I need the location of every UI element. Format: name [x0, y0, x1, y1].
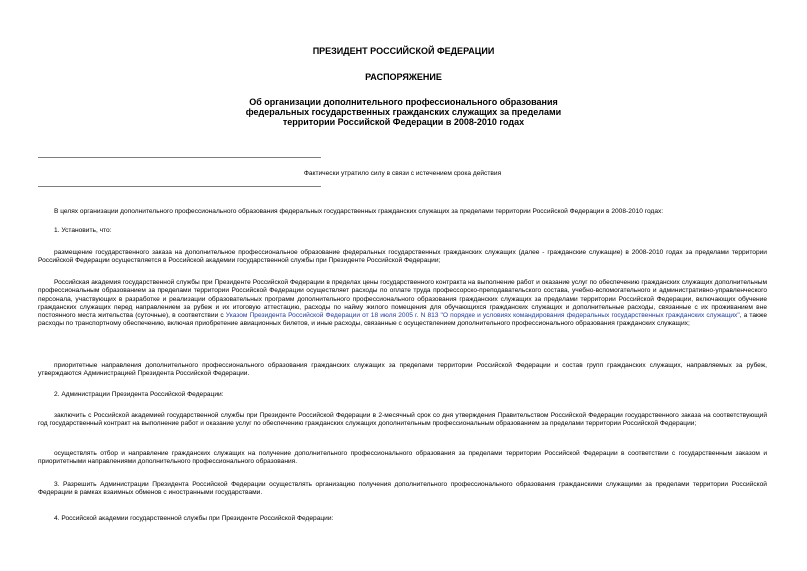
paragraph-priorities: приоритетные направления дополнительного профессионального образования гражданских служащих за пределами территории Российской Федерации и состав групп гражданских служащих, направляемых за рубеж, утверждаются Администрацией Президента Российской Федерации. — [38, 362, 767, 378]
separator-rule-bottom — [38, 186, 321, 187]
decree-813-link[interactable]: Указом Президента Российской Федерации от 18 июля 2005 г. N 813 "О порядке и условиях командирования федеральных государственных гражданских служащих" — [225, 312, 740, 320]
document-title: Об организации дополнительного профессионального образования федеральных государственных гражданских служащих за пределами территории Российской Федерации в 2008-2010 годах — [245, 97, 562, 127]
paragraph-academy-text-start: Российская академия государственной службы при Президенте Российской Федерации в пределах цены государственного контракта на выполнение работ и оказание услуг по обеспечению гражданских служащих дополнительным профессиональным образованием за пределами территории Российской Федерации осуществляет расходы по оплате труда профессорско-преподавательского состава, учебно-вспомогательного и административно-управленческого персонала, участвующих в разработке и реализации образовательных программ дополнительного профессионального образования гражданских служащих за пределами территории Российской Федерации, включающих обучение гражданских служащих перед направлением за рубеж и их итоговую аттестацию, расходы по найму жилого помещения для обучающихся гражданских служащих и дополнительные расходы, связанные с их проживанием вне постоянного места жительства (суточные), в соответствии с — [38, 279, 767, 320]
paragraph-academy-expenses — [38, 279, 767, 329]
paragraph-item-2: 2. Администрации Президента Российской Федерации: — [54, 391, 224, 398]
paragraph-item-1: 1. Установить, что: — [54, 227, 112, 234]
doc-type-heading: РАСПОРЯЖЕНИЕ — [365, 72, 442, 82]
separator-rule-top — [38, 157, 321, 158]
paragraph-item-4: 4. Российской академии государственной службы при Президенте Российской Федерации: — [54, 515, 334, 522]
paragraph-item-3: 3. Разрешить Администрации Президента Российской Федерации осуществлять организацию получения дополнительного профессионального образования гражданскими служащими за пределами территории Российской Федерации в рамках взаимных обменов с иностранными государствами. — [38, 481, 767, 497]
paragraph-academy-text-end: , а также расходы по транспортному обеспечению, включая приобретение авиационных билетов, и иные расходы, связанные с осуществлением дополнительного профессионального образования гражданских служащих; — [38, 312, 767, 328]
paragraph-state-order: размещение государственного заказа на дополнительное профессиональное образование федеральных государственных гражданских служащих (далее - гражданские служащие) в 2008-2010 годах за пределами территории Российской Федерации осуществляется в Российской академии государственной службы при Президенте Российской Федерации; — [38, 249, 767, 265]
issuer-heading: ПРЕЗИДЕНТ РОССИЙСКОЙ ФЕДЕРАЦИИ — [312, 46, 495, 56]
paragraph-preamble: В целях организации дополнительного профессионального образования федеральных государственных гражданских служащих за пределами территории Российской Федерации в 2008-2010 годах: — [54, 208, 664, 215]
paragraph-selection: осуществлять отбор и направление гражданских служащих на получение дополнительного профессионального образования за пределами территории Российской Федерации в соответствии с государственным заказом и приоритетными направлениями дополнительного профессионального образования. — [38, 450, 767, 466]
paragraph-contract: заключить с Российской академией государственной службы при Президенте Российской Федерации в 2-месячный срок со дня утверждения Правительством Российской Федерации государственного заказа на соответствующий год государственный контракт на выполнение работ и оказание услуг по обеспечению гражданских служащих дополнительным профессиональным образованием за пределами территории Российской Федерации; — [38, 412, 767, 428]
status-note: Фактически утратило силу в связи с истечением срока действия — [303, 170, 502, 177]
